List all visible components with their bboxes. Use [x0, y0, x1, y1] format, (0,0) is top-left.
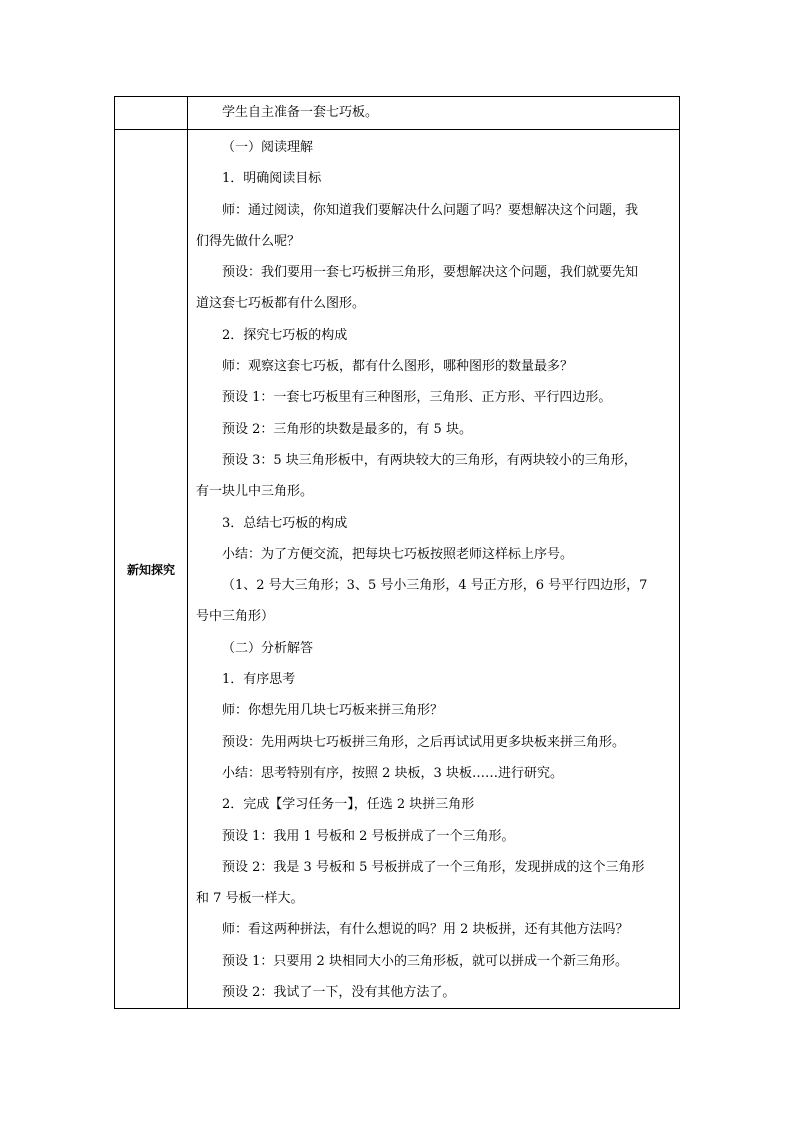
preparation-text: 学生自主准备一套七巧板。	[222, 105, 379, 120]
text-line: 道这套七巧板都有什么图形。	[196, 296, 366, 312]
text-line: 预设 1：一套七巧板里有三种图形，三角形、正方形、平行四边形。	[222, 390, 612, 406]
text-line: 师：观察这套七巧板，都有什么图形，哪种图形的数量最多？	[222, 359, 574, 375]
text-line: 1．明确阅读目标	[222, 171, 322, 187]
text-line: 和 7 号板一样大。	[196, 891, 304, 907]
text-line: （一）阅读理解	[222, 140, 314, 155]
text-line: 预设：我们要用一套七巧板拼三角形，要想解决这个问题，我们就要先知	[222, 265, 639, 281]
text-line: 3．总结七巧板的构成	[222, 515, 348, 531]
row-label-cell-empty	[115, 97, 188, 130]
text-line: 1．有序思考	[222, 672, 296, 688]
text-line: （二）分析解答	[222, 640, 314, 656]
text-line: （1、2 号大三角形；3、5 号小三角形，4 号正方形，6 号平行四边形，7	[222, 578, 648, 594]
text-line: 们得先做什么呢？	[196, 233, 301, 249]
text-line: 预设 2：我试了一下，没有其他方法了。	[222, 985, 456, 1001]
text-line: 预设：先用两块七巧板拼三角形，之后再试试用更多块板来拼三角形。	[222, 734, 626, 750]
preparation-cell	[188, 97, 680, 130]
paragraph-lines	[196, 130, 673, 1008]
table-row-new-knowledge	[115, 130, 680, 1009]
text-line: 预设 1：我用 1 号板和 2 号板拼成了一个三角形。	[222, 828, 515, 844]
text-line: 小结：思考特别有序，按照 2 块板，3 块板……进行研究。	[222, 765, 563, 781]
section-content-cell	[188, 130, 680, 1009]
text-line: 师：通过阅读，你知道我们要解决什么问题了吗？要想解决这个问题，我	[222, 202, 639, 218]
text-line: 师：你想先用几块七巧板来拼三角形？	[222, 703, 444, 719]
text-line: 预设 1：只要用 2 块相同大小的三角形板，就可以拼成一个新三角形。	[222, 953, 628, 969]
text-line: 2．探究七巧板的构成	[222, 327, 348, 343]
text-line: 号中三角形）	[196, 609, 275, 625]
text-line: 有一块儿中三角形。	[196, 484, 314, 500]
table-row-preparation	[115, 97, 680, 130]
text-line: 预设 3：5 块三角形板中，有两块较大的三角形，有两块较小的三角形，	[222, 452, 637, 468]
text-line: 师：看这两种拼法，有什么想说的吗？用 2 块板拼，还有其他方法吗？	[222, 922, 629, 938]
text-line: 小结：为了方便交流，把每块七巧板按照老师这样标上序号。	[222, 546, 574, 562]
text-line: 2．完成【学习任务一】，任选 2 块拼三角形	[222, 797, 475, 813]
section-label-new-knowledge: 新知探究	[115, 130, 188, 1009]
text-line: 预设 2：三角形的块数是最多的，有 5 块。	[222, 421, 472, 437]
text-line: 预设 2：我是 3 号板和 5 号板拼成了一个三角形，发现拼成的这个三角形	[222, 859, 645, 875]
lesson-plan-table	[114, 96, 680, 1009]
